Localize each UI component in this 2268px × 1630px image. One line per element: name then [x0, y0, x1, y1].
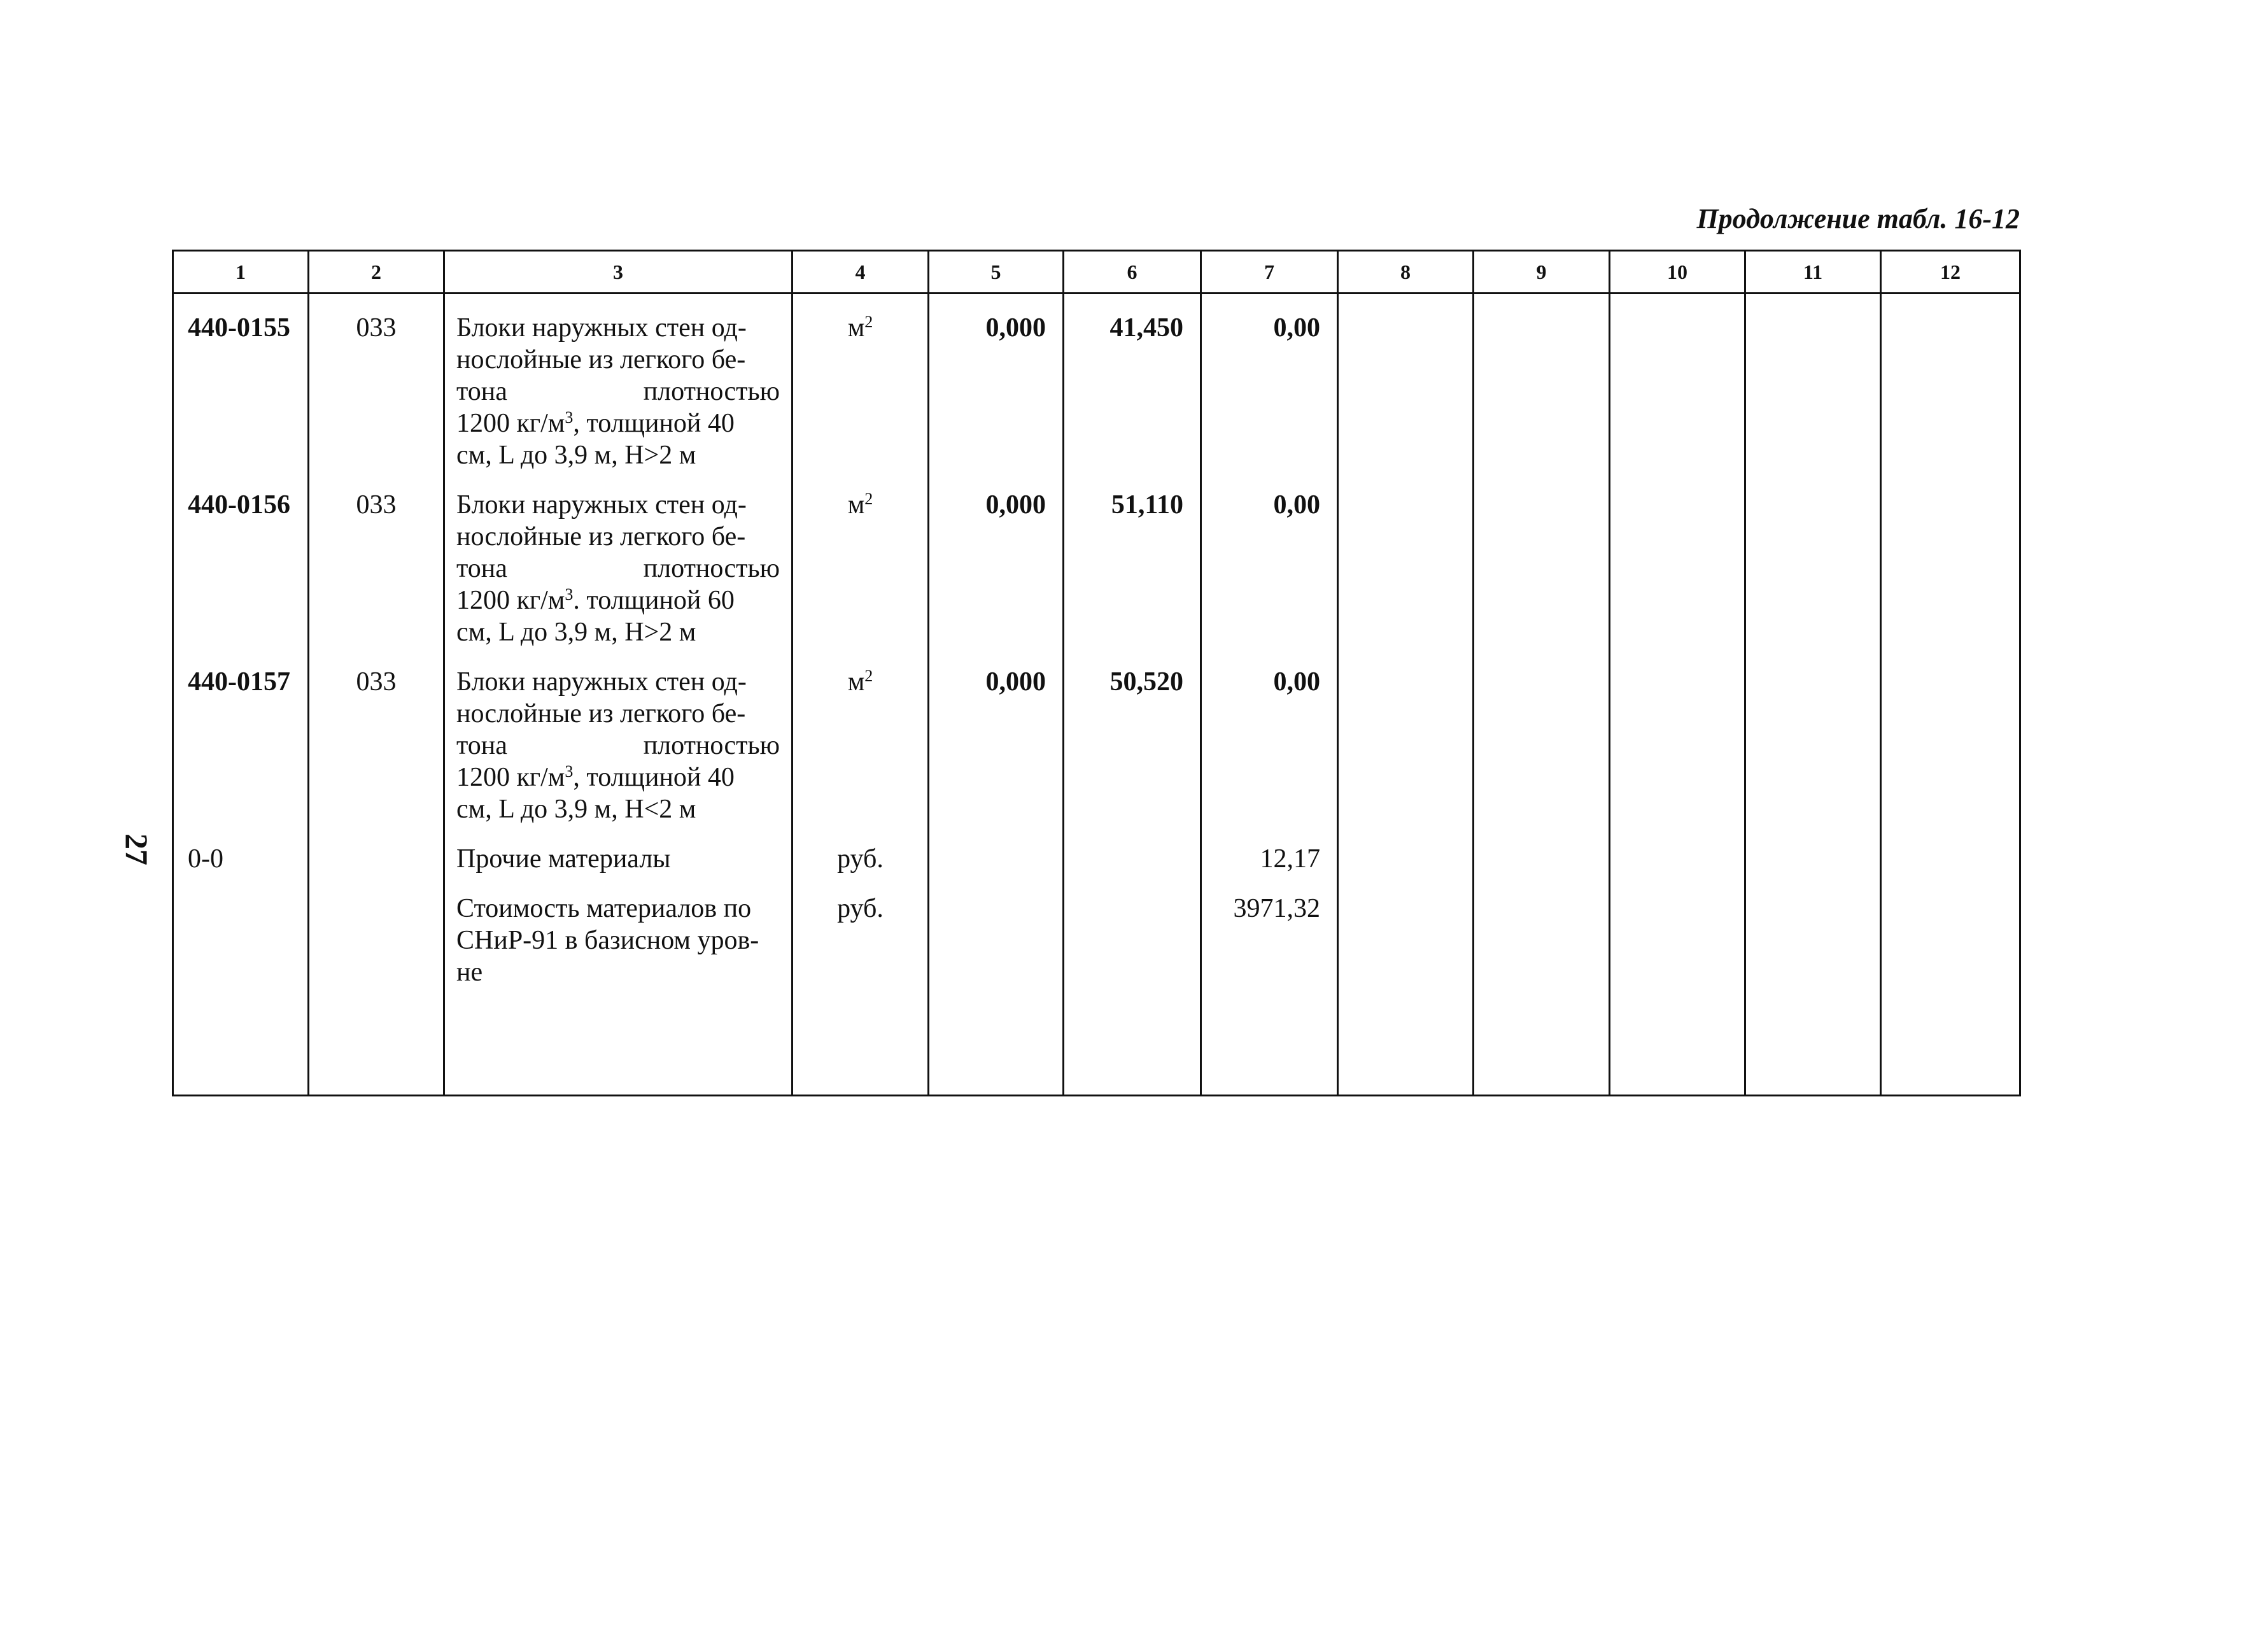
description-line: нослойные из легкого бе-	[456, 699, 746, 728]
cell-col-11	[1745, 471, 1881, 648]
cell-col-12	[1881, 875, 2020, 1095]
cell-col-11	[1745, 648, 1881, 825]
cell-description	[444, 875, 792, 1095]
header-col-8: 8	[1338, 251, 1474, 294]
description-line: Прочие материалы	[456, 844, 671, 874]
table-continuation-caption: Продолжение табл. 16-12	[1696, 203, 2020, 234]
description-line: см, L до 3,9 м, H>2 м	[456, 441, 696, 470]
cell-col-8	[1338, 825, 1474, 875]
cell-col-12	[1881, 471, 2020, 648]
cell-col-7: 0,00	[1201, 294, 1338, 472]
cell-code	[173, 875, 309, 1095]
cell-col-5: 0,000	[929, 648, 1064, 825]
cell-col-12	[1881, 648, 2020, 825]
cell-col-7: 3971,32	[1201, 875, 1338, 1095]
cell-col-6	[1064, 825, 1201, 875]
header-col-5: 5	[929, 251, 1064, 294]
cell-col-6	[1064, 875, 1201, 1095]
cell-col-11	[1745, 875, 1881, 1095]
cell-description	[444, 825, 792, 875]
cell-col-7: 12,17	[1201, 825, 1338, 875]
cell-col-8	[1338, 875, 1474, 1095]
cell-col-7: 0,00	[1201, 648, 1338, 825]
description-line: 1200 $кг/м^3$, толщиной 40	[456, 408, 735, 438]
cell-col-6: 50,520	[1064, 648, 1201, 825]
cell-col-12	[1881, 825, 2020, 875]
description-line: Блоки наружных стен од-	[456, 313, 747, 343]
cell-col-8	[1338, 648, 1474, 825]
cell-description	[444, 294, 792, 472]
cell-col-11	[1745, 294, 1881, 472]
cell-col-10	[1610, 471, 1745, 648]
table-row	[173, 825, 2020, 875]
cell-group: 033	[309, 648, 444, 825]
cell-col-10	[1610, 294, 1745, 472]
cell-col-5: 0,000	[929, 471, 1064, 648]
cell-col-12	[1881, 294, 2020, 472]
header-col-3: 3	[444, 251, 792, 294]
description-line: тона плотностью	[456, 731, 780, 760]
header-col-11: 11	[1745, 251, 1881, 294]
cell-code: 440-0155	[173, 294, 309, 472]
materials-table	[172, 250, 2021, 1096]
cell-group	[309, 875, 444, 1095]
cell-code: 440-0156	[173, 471, 309, 648]
table-row	[173, 294, 2020, 472]
description-line: 1200 $кг/м^3$, толщиной 40	[456, 762, 735, 792]
table-row	[173, 648, 2020, 825]
header-col-6: 6	[1064, 251, 1201, 294]
description-line: Блоки наружных стен од-	[456, 490, 747, 520]
cell-col-5: 0,000	[929, 294, 1064, 472]
header-col-12: 12	[1881, 251, 2020, 294]
cell-group: 033	[309, 294, 444, 472]
cell-unit: $м^2$	[792, 471, 929, 648]
description-line: тона плотностью	[456, 377, 780, 406]
cell-col-9	[1474, 471, 1610, 648]
table-header-row	[173, 251, 2020, 294]
cell-code: 0-0	[173, 825, 309, 875]
header-col-4: 4	[792, 251, 929, 294]
cell-col-10	[1610, 875, 1745, 1095]
description-line: см, L до 3,9 м, H>2 м	[456, 618, 696, 647]
cell-unit: руб.	[792, 825, 929, 875]
description-line: нослойные из легкого бе-	[456, 345, 746, 374]
page-number: 27	[119, 833, 155, 865]
description-line: Стоимость материалов по	[456, 894, 752, 923]
cell-col-8	[1338, 294, 1474, 472]
cell-col-6: 41,450	[1064, 294, 1201, 472]
cell-unit: руб.	[792, 875, 929, 1095]
cell-col-10	[1610, 825, 1745, 875]
cell-col-5	[929, 875, 1064, 1095]
cell-unit: $м^2$	[792, 648, 929, 825]
description-line: Блоки наружных стен од-	[456, 667, 747, 697]
cell-col-9	[1474, 825, 1610, 875]
description-line: СНиР-91 в базисном уров-	[456, 926, 759, 955]
description-line: не	[456, 958, 483, 987]
cell-group: 033	[309, 471, 444, 648]
cell-col-10	[1610, 648, 1745, 825]
cell-description	[444, 471, 792, 648]
header-col-1: 1	[173, 251, 309, 294]
cell-col-8	[1338, 471, 1474, 648]
description-line: тона плотностью	[456, 554, 780, 583]
cell-unit: $м^2$	[792, 294, 929, 472]
cell-col-6: 51,110	[1064, 471, 1201, 648]
cell-col-11	[1745, 825, 1881, 875]
description-line: нослойные из легкого бе-	[456, 522, 746, 551]
cell-group	[309, 825, 444, 875]
cell-col-9	[1474, 875, 1610, 1095]
cell-description	[444, 648, 792, 825]
description-line: см, L до 3,9 м, H<2 м	[456, 795, 696, 824]
cell-col-7: 0,00	[1201, 471, 1338, 648]
cell-col-9	[1474, 294, 1610, 472]
cell-code: 440-0157	[173, 648, 309, 825]
header-col-9: 9	[1474, 251, 1610, 294]
header-col-7: 7	[1201, 251, 1338, 294]
cell-col-9	[1474, 648, 1610, 825]
header-col-10: 10	[1610, 251, 1745, 294]
description-line: 1200 $кг/м^3$. толщиной 60	[456, 585, 735, 615]
cell-col-5	[929, 825, 1064, 875]
table-row	[173, 471, 2020, 648]
table-row	[173, 875, 2020, 1095]
header-col-2: 2	[309, 251, 444, 294]
